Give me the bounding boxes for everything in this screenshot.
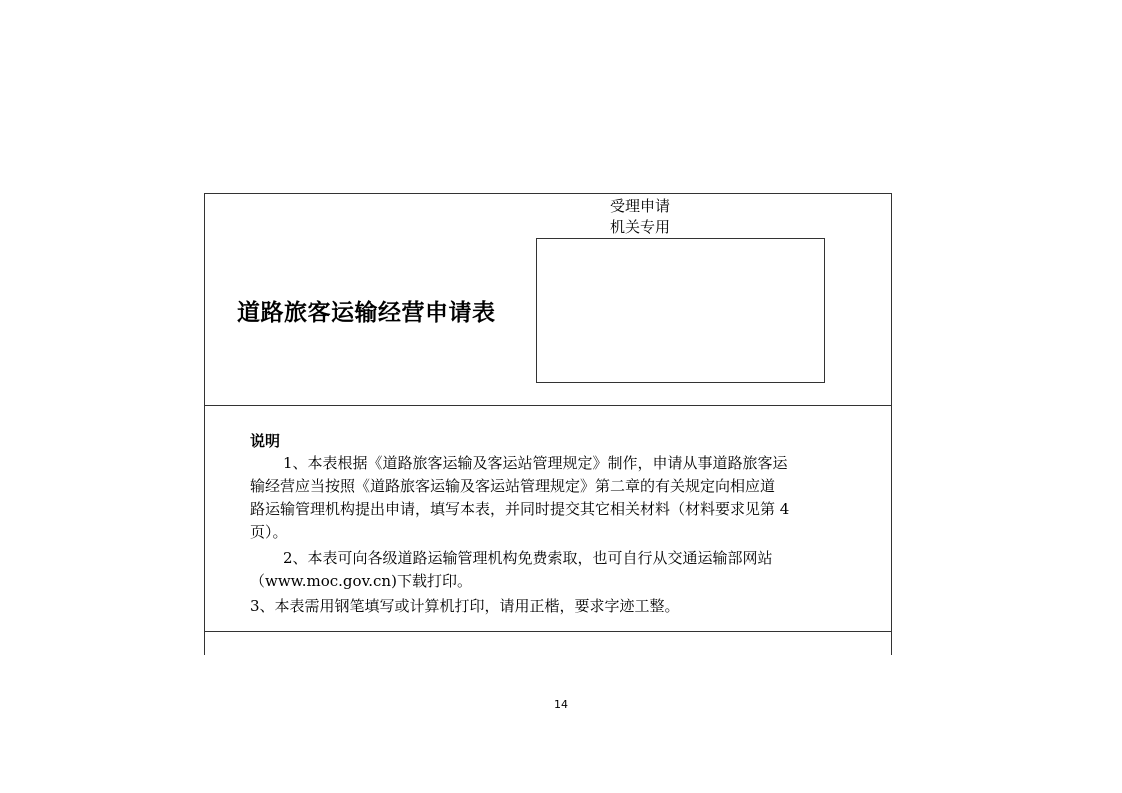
form-title: 道路旅客运输经营申请表 — [237, 300, 496, 326]
office-use-stamp-box — [536, 238, 825, 383]
note-2-line-1: 2、本表可向各级道路运输管理机构免费索取，也可自行从交通运输部网站 — [283, 549, 773, 567]
note-3: 3、本表需用钢笔填写或计算机打印，请用正楷，要求字迹工整。 — [250, 597, 680, 615]
office-use-line-1: 受理申请 — [610, 197, 671, 215]
section-divider — [205, 631, 891, 632]
page-number: 14 — [554, 698, 568, 711]
note-2-line-2: （www.moc.gov.cn)下载打印。 — [250, 572, 472, 590]
office-use-line-2: 机关专用 — [610, 218, 671, 236]
note-1-line-3: 路运输管理机构提出申请，填写本表，并同时提交其它相关材料（材料要求见第 4 — [250, 500, 790, 518]
section-divider — [205, 405, 891, 406]
note-1-line-4: 页）。 — [250, 523, 288, 541]
application-form — [204, 193, 892, 655]
office-use-label — [610, 196, 670, 238]
instructions-heading: 说明 — [250, 432, 281, 450]
note-1-line-2: 输经营应当按照《道路旅客运输及客运站管理规定》第二章的有关规定向相应道 — [250, 477, 776, 495]
note-1-line-1: 1、本表根据《道路旅客运输及客运站管理规定》制作，申请从事道路旅客运 — [283, 454, 788, 472]
